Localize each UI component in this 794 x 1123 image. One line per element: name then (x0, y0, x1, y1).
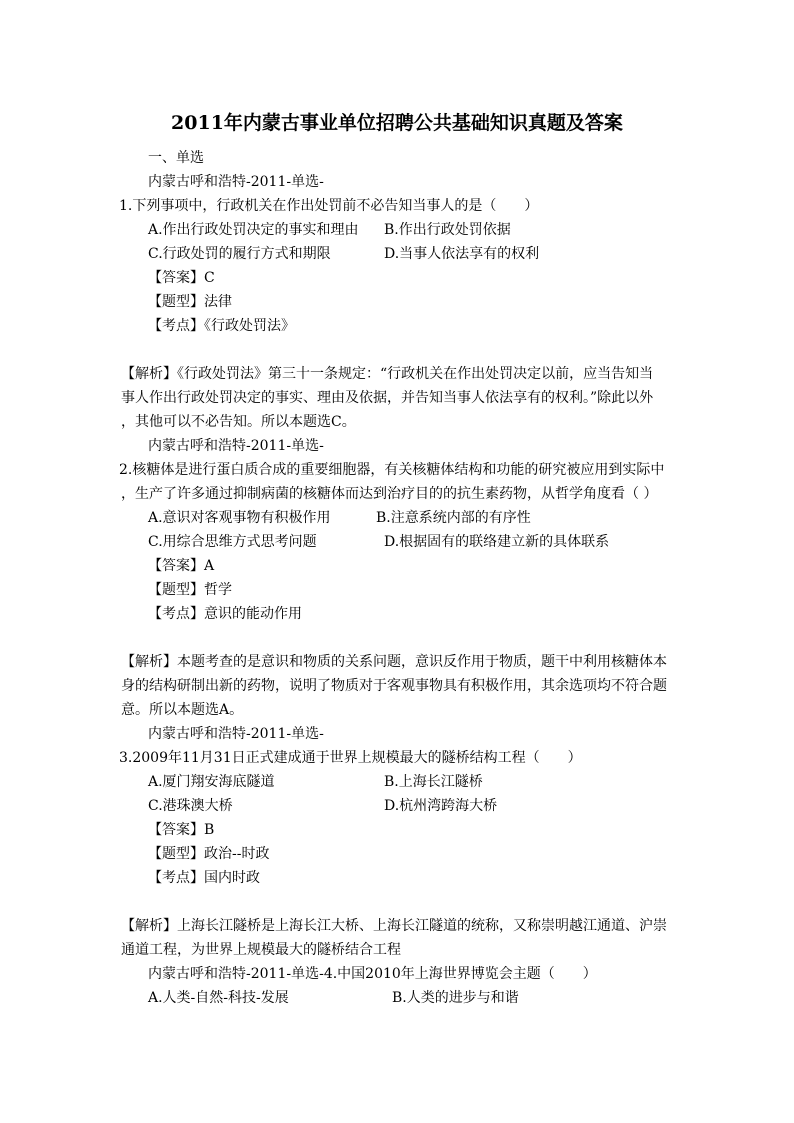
section-heading: 一、单选 (148, 150, 204, 166)
q2-stem-line2: ，生产了许多通过抑制病菌的核糖体而达到治疗目的的抗生素药物，从哲学角度看（ ） (121, 486, 658, 502)
q3-stem: 3.2009年11月31日正式建成通于世界上规模最大的隧桥结构工程（ ） (119, 750, 582, 766)
q2-stem-line1: 2.核糖体是进行蛋白质合成的重要细胞器，有关核糖体结构和功能的研究被应用到实际中 (119, 462, 665, 478)
q3-answer: 【答案】B (148, 822, 215, 838)
q4-option-b: B.人类的进步与和谐 (392, 990, 519, 1006)
q1-source: 内蒙古呼和浩特-2011-单选- (148, 174, 324, 190)
q1-analysis-line2: 事人作出行政处罚决定的事实、理由及依据，并告知当事人依法享有的权利。”除此以外 (121, 390, 654, 406)
q2-type: 【题型】哲学 (148, 582, 232, 598)
q3-option-c: C.港珠澳大桥 (148, 798, 233, 814)
q3-point: 【考点】国内时政 (148, 870, 260, 886)
q3-analysis-line1: 【解析】上海长江隧桥是上海长江大桥、上海长江隧道的统称，又称崇明越江通道、沪崇 (121, 918, 667, 934)
q3-option-b: B.上海长江隧桥 (384, 774, 483, 790)
q1-option-d: D.当事人依法享有的权利 (384, 246, 540, 262)
q2-analysis-line3: 意。所以本题选A。 (121, 702, 244, 718)
q2-analysis-line1: 【解析】本题考查的是意识和物质的关系问题，意识反作用于物质，题干中利用核糖体本 (121, 654, 667, 670)
q1-option-c: C.行政处罚的履行方式和期限 (148, 246, 331, 262)
q2-option-d: D.根据固有的联络建立新的具体联系 (384, 534, 610, 550)
q2-option-a: A.意识对客观事物有积极作用 (148, 510, 331, 526)
q2-analysis-line2: 身的结构研制出新的药物，说明了物质对于客观事物具有积极作用，其余选项均不符合题 (121, 678, 667, 694)
q4-option-a: A.人类-自然-科技-发展 (148, 990, 289, 1006)
q2-source: 内蒙古呼和浩特-2011-单选- (148, 438, 324, 454)
q2-answer: 【答案】A (148, 558, 215, 574)
q1-option-a: A.作出行政处罚决定的事实和理由 (148, 222, 359, 238)
q2-point: 【考点】意识的能动作用 (148, 606, 302, 622)
q4-stem: 内蒙古呼和浩特-2011-单选-4.中国2010年上海世界博览会主题（ ） (148, 966, 597, 982)
q3-option-d: D.杭州湾跨海大桥 (384, 798, 498, 814)
q1-stem: 1.下列事项中，行政机关在作出处罚前不必告知当事人的是（ ） (119, 198, 539, 214)
document-title: 2011年内蒙古事业单位招聘公共基础知识真题及答案 (171, 112, 623, 134)
q3-option-a: A.厦门翔安海底隧道 (148, 774, 275, 790)
q1-answer: 【答案】C (148, 270, 215, 286)
q3-analysis-line2: 通道工程，为世界上规模最大的隧桥结合工程 (121, 942, 401, 958)
q1-analysis-line1: 【解析】《行政处罚法》第三十一条规定：“行政机关在作出处罚决定以前，应当告知当 (121, 366, 654, 382)
q2-option-b: B.注意系统内部的有序性 (376, 510, 531, 526)
q3-type: 【题型】政治--时政 (148, 846, 270, 862)
q2-option-c: C.用综合思维方式思考问题 (148, 534, 317, 550)
q1-analysis-line3: ，其他可以不必告知。所以本题选C。 (121, 414, 356, 430)
q3-source: 内蒙古呼和浩特-2011-单选- (148, 726, 324, 742)
q1-type: 【题型】法律 (148, 294, 232, 310)
q1-option-b: B.作出行政处罚依据 (384, 222, 511, 238)
q1-point: 【考点】《行政处罚法》 (148, 318, 295, 334)
